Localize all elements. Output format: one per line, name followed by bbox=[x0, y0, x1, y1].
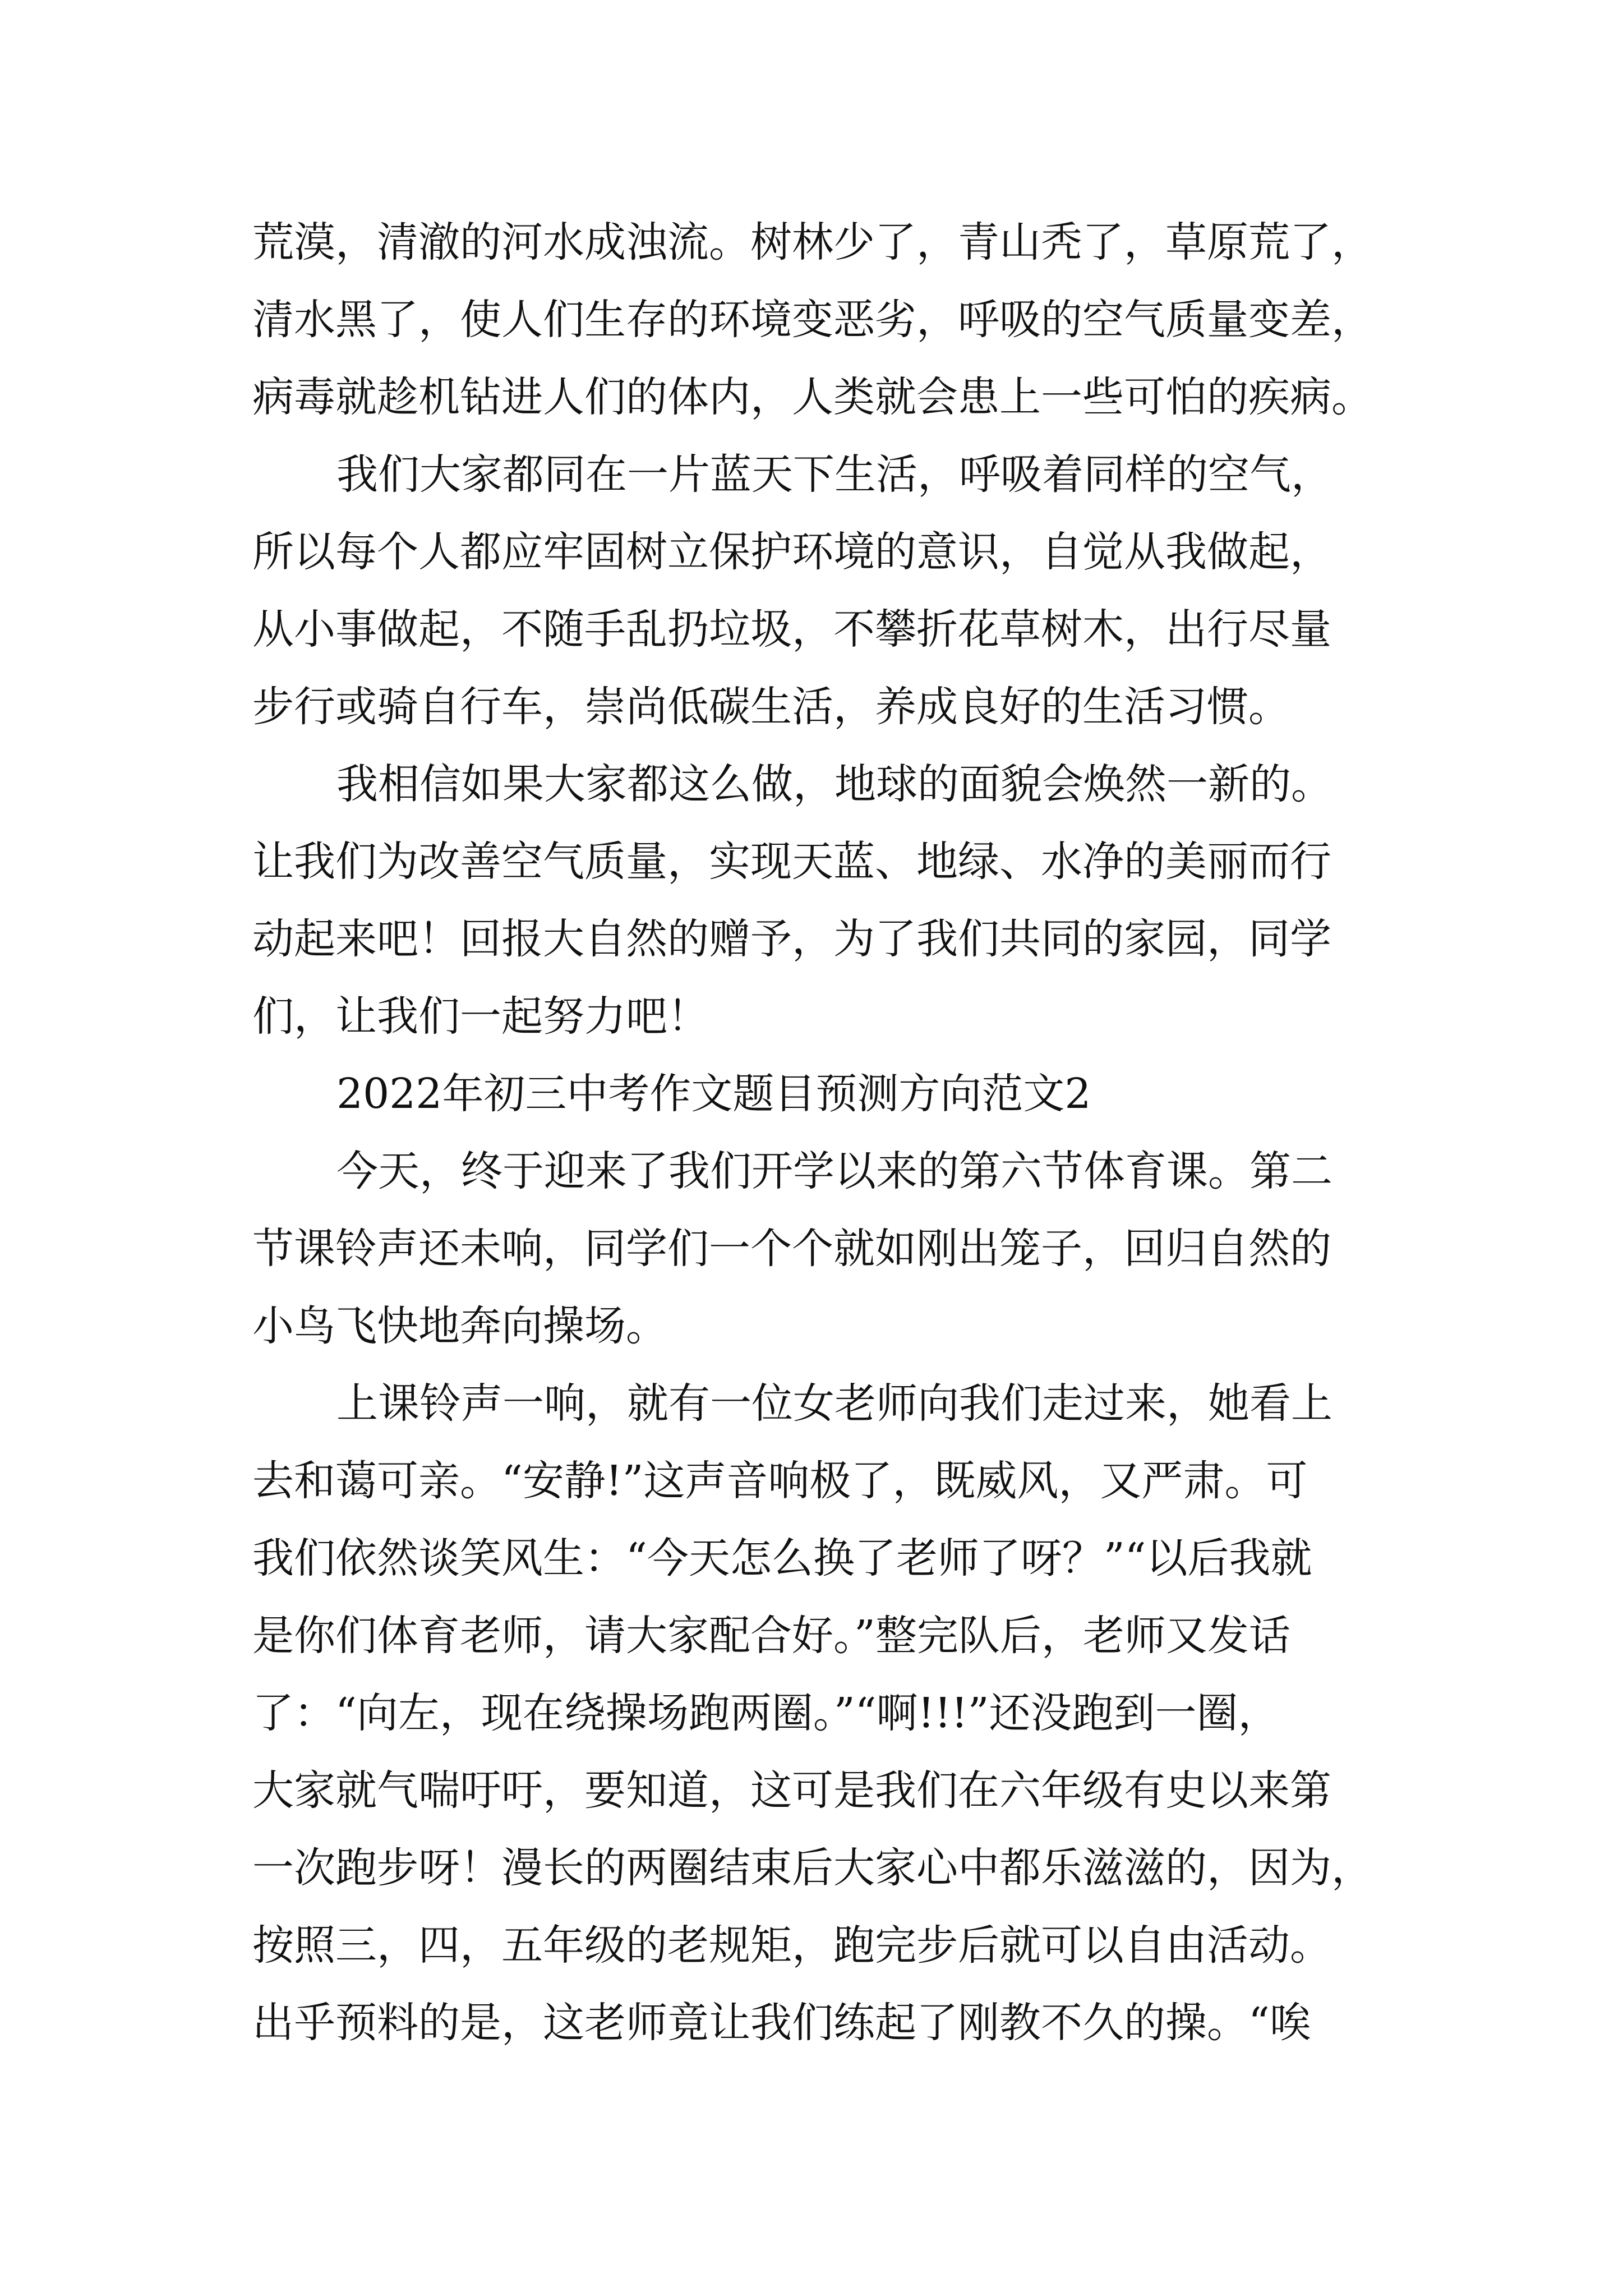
paragraph-line: 我们依然谈笑风生：“今天怎么换了老师了呀？”“以后我就 bbox=[252, 1534, 1312, 1582]
paragraph-line: 大家就气喘吁吁，要知道，这可是我们在六年级有史以来第 bbox=[252, 1766, 1331, 1815]
paragraph-line: 节课铃声还未响，同学们一个个就如刚出笼子，回归自然的 bbox=[252, 1225, 1331, 1273]
paragraph-line: 从小事做起，不随手乱扔垃圾，不攀折花草树木，出行尽量 bbox=[252, 605, 1331, 654]
paragraph-line: 病毒就趁机钻进人们的体内，人类就会患上一些可怕的疾病。 bbox=[252, 373, 1373, 421]
paragraph-line: 小鸟飞快地奔向操场。 bbox=[252, 1302, 667, 1350]
section-heading: 2022年初三中考作文题目预测方向范文2 bbox=[336, 1070, 1091, 1118]
paragraph-line: 我相信如果大家都这么做，地球的面貌会焕然一新的。 bbox=[336, 760, 1332, 808]
paragraph-line: 去和蔼可亲。“安静!”这声音响极了，既威风，又严肃。可 bbox=[252, 1457, 1308, 1505]
paragraph-line: 今天，终于迎来了我们开学以来的第六节体育课。第二 bbox=[336, 1147, 1332, 1195]
paragraph-line: 步行或骑自行车，崇尚低碳生活，养成良好的生活习惯。 bbox=[252, 683, 1290, 731]
paragraph-line: 让我们为改善空气质量，实现天蓝、地绿、水净的美丽而行 bbox=[252, 838, 1331, 886]
paragraph-line: 所以每个人都应牢固树立保护环境的意识，自觉从我做起， bbox=[252, 528, 1331, 576]
paragraph-line: 是你们体育老师，请大家配合好。”整完队后，老师又发话 bbox=[252, 1612, 1290, 1660]
paragraph-line: 清水黑了，使人们生存的环境变恶劣，呼吸的空气质量变差， bbox=[252, 296, 1373, 344]
paragraph-line: 一次跑步呀！漫长的两圈结束后大家心中都乐滋滋的，因为， bbox=[252, 1844, 1373, 1892]
paragraph-line: 荒漠，清澈的河水成浊流。树林少了，青山秃了，草原荒了， bbox=[252, 218, 1373, 266]
paragraph-line: 按照三，四，五年级的老规矩，跑完步后就可以自由活动。 bbox=[252, 1921, 1331, 1970]
paragraph-line: 我们大家都同在一片蓝天下生活，呼吸着同样的空气， bbox=[336, 450, 1332, 499]
paragraph-line: 了：“向左，现在绕操场跑两圈。”“啊!!!”还没跑到一圈， bbox=[252, 1689, 1280, 1737]
paragraph-line: 上课铃声一响，就有一位女老师向我们走过来，她看上 bbox=[336, 1379, 1332, 1428]
paragraph-line: 们，让我们一起努力吧！ bbox=[252, 992, 709, 1041]
paragraph-line: 动起来吧！回报大自然的赠予，为了我们共同的家园，同学 bbox=[252, 915, 1331, 963]
paragraph-line: 出乎预料的是，这老师竟让我们练起了刚教不久的操。“唉 bbox=[252, 1999, 1311, 2047]
